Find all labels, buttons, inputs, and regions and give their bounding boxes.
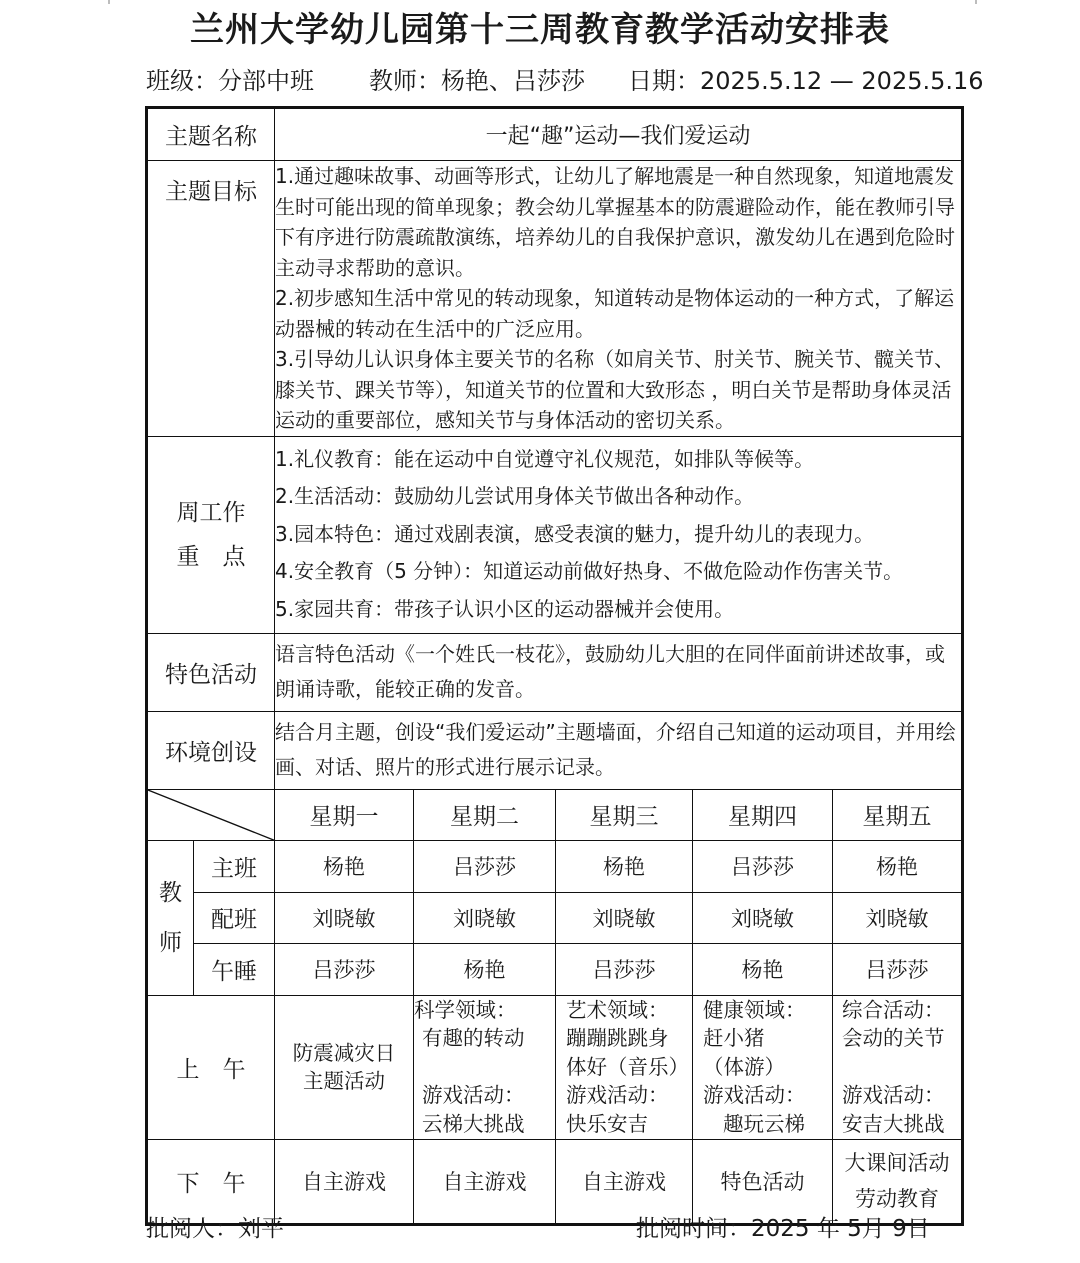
nap-teacher-cell: 杨艳 xyxy=(414,943,556,995)
assist-teacher-cell: 刘晓敏 xyxy=(414,892,556,943)
focus-content xyxy=(275,436,963,633)
teacher-group-label xyxy=(147,840,194,995)
reviewer: 批阅人：刘平 xyxy=(146,1216,284,1242)
activity-line: 科学领域： xyxy=(414,997,517,1022)
activity-line: 综合活动： xyxy=(842,997,945,1022)
goal-item: 2.初步感知生活中常见的转动现象，知道转动是物体运动的一种方式，了解运动器械的转动在生活中的广泛应用。 xyxy=(275,286,955,341)
activity-line: 游戏活动： xyxy=(842,1083,945,1107)
morning-monday xyxy=(275,995,414,1139)
activity-line: 云梯大挑战 xyxy=(422,1111,525,1136)
assist-teacher-row xyxy=(147,892,963,943)
theme-row xyxy=(147,108,963,161)
head-teacher-label: 主班 xyxy=(194,840,275,892)
goal-row xyxy=(147,161,963,437)
activity-line: 安吉大挑战 xyxy=(842,1111,945,1136)
activity-line: 快乐安吉 xyxy=(566,1111,648,1136)
focus-item: 2.生活活动：鼓励幼儿尝试用身体关节做出各种动作。 xyxy=(275,484,755,509)
teacher-group-char: 师 xyxy=(159,929,182,956)
weekday-header-row xyxy=(147,789,963,840)
activity-line: 游戏活动： xyxy=(566,1083,669,1107)
diagonal-line xyxy=(148,790,276,841)
head-teacher-cell: 杨艳 xyxy=(275,840,414,892)
morning-row xyxy=(147,995,963,1139)
theme-label: 主题名称 xyxy=(147,108,275,161)
morning-label: 上 午 xyxy=(147,995,275,1139)
activity-line: （体游） xyxy=(703,1054,785,1079)
weekday-friday: 星期五 xyxy=(833,789,963,840)
nap-teacher-label: 午睡 xyxy=(194,943,275,995)
activity-line: 主题活动 xyxy=(303,1069,385,1093)
nap-teacher-cell: 杨艳 xyxy=(693,943,833,995)
goal-content xyxy=(275,161,963,437)
diagonal-header-cell xyxy=(147,789,275,840)
teacher-group-char: 教 xyxy=(159,879,182,906)
focus-label xyxy=(147,436,275,633)
goal-label: 主题目标 xyxy=(147,161,275,437)
feature-row xyxy=(147,633,963,711)
activity-line: 大课间活动 xyxy=(844,1151,950,1175)
morning-wednesday xyxy=(556,995,693,1139)
activity-line: 蹦蹦跳跳身 xyxy=(566,1026,669,1050)
schedule-table xyxy=(145,106,964,1226)
activity-line: 体好（音乐） xyxy=(566,1054,689,1079)
crop-mark xyxy=(108,0,110,4)
head-teacher-cell: 杨艳 xyxy=(556,840,693,892)
assist-teacher-label: 配班 xyxy=(194,892,275,943)
head-teacher-row xyxy=(147,840,963,892)
afternoon-monday: 自主游戏 xyxy=(275,1139,414,1224)
weekday-tuesday: 星期二 xyxy=(414,789,556,840)
environment-row xyxy=(147,711,963,789)
activity-line: 艺术领域： xyxy=(566,997,669,1022)
nap-teacher-cell: 吕莎莎 xyxy=(275,943,414,995)
nap-teacher-row xyxy=(147,943,963,995)
focus-label-line: 周工作 xyxy=(176,499,246,526)
activity-line: 健康领域： xyxy=(703,997,806,1022)
afternoon-wednesday: 自主游戏 xyxy=(556,1139,693,1224)
activity-line: 会动的关节 xyxy=(842,1026,945,1050)
nap-teacher-cell: 吕莎莎 xyxy=(833,943,963,995)
head-teacher-cell: 杨艳 xyxy=(833,840,963,892)
review-time: 批阅时间：2025 年 5月 9日 xyxy=(636,1216,930,1242)
class-info: 班级：分部中班 xyxy=(146,67,314,95)
morning-thursday xyxy=(693,995,833,1139)
afternoon-thursday: 特色活动 xyxy=(693,1139,833,1224)
focus-item: 5.家园共育：带孩子认识小区的运动器械并会使用。 xyxy=(275,596,735,621)
afternoon-tuesday: 自主游戏 xyxy=(414,1139,556,1224)
assist-teacher-cell: 刘晓敏 xyxy=(275,892,414,943)
teacher-info: 教师：杨艳、吕莎莎 xyxy=(369,67,585,95)
focus-row xyxy=(147,436,963,633)
activity-line: 劳动教育 xyxy=(855,1187,939,1211)
weekday-wednesday: 星期三 xyxy=(556,789,693,840)
activity-line: 有趣的转动 xyxy=(422,1026,525,1050)
afternoon-label: 下 午 xyxy=(147,1139,275,1224)
activity-line: 赶小猪 xyxy=(703,1026,765,1050)
theme-value: 一起“趣”运动—我们爱运动 xyxy=(275,108,963,161)
activity-line: 趣玩云梯 xyxy=(723,1111,805,1136)
crop-mark xyxy=(975,0,977,4)
focus-label-line: 重 点 xyxy=(176,543,246,570)
activity-line: 游戏活动： xyxy=(422,1083,525,1107)
assist-teacher-cell: 刘晓敏 xyxy=(693,892,833,943)
feature-label: 特色活动 xyxy=(147,633,275,711)
assist-teacher-cell: 刘晓敏 xyxy=(833,892,963,943)
focus-item: 1.礼仪教育：能在运动中自觉遵守礼仪规范，如排队等候等。 xyxy=(275,446,815,471)
focus-item: 3.园本特色：通过戏剧表演，感受表演的魅力，提升幼儿的表现力。 xyxy=(275,521,875,546)
head-teacher-cell: 吕莎莎 xyxy=(693,840,833,892)
weekday-thursday: 星期四 xyxy=(693,789,833,840)
activity-line: 防震减灾日 xyxy=(292,1040,396,1065)
feature-value: 语言特色活动《一个姓氏一枝花》，鼓励幼儿大胆的在同伴面前讲述故事，或朗诵诗歌，能较正确的发音。 xyxy=(275,633,963,711)
environment-label: 环境创设 xyxy=(147,711,275,789)
date-info: 日期：2025.5.12 — 2025.5.16 xyxy=(628,67,984,95)
morning-friday xyxy=(833,995,963,1139)
page-title: 兰州大学幼儿园第十三周教育教学活动安排表 xyxy=(190,10,890,50)
goal-item: 3.引导幼儿认识身体主要关节的名称（如肩关节、肘关节、腕关节、髋关节、膝关节、踝关节等），知道关节的位置和大致形态 ，明白关节是帮助身体灵活运动的重要部位，感知关节与身体活动的密切关系。 xyxy=(275,347,955,432)
environment-value: 结合月主题，创设“我们爱运动”主题墙面，介绍自己知道的运动项目，并用绘画、对话、照片的形式进行展示记录。 xyxy=(275,711,963,789)
focus-item: 4.安全教育（5 分钟）：知道运动前做好热身、不做危险动作伤害关节。 xyxy=(275,559,904,584)
goal-item: 1.通过趣味故事、动画等形式，让幼儿了解地震是一种自然现象，知道地震发生时可能出现的简单现象；教会幼儿掌握基本的防震避险动作，能在教师引导下有序进行防震疏散演练，培养幼儿的自我保护意识，激发幼儿在遇到危险时主动寻求帮助的意识。 xyxy=(275,164,955,280)
activity-line: 游戏活动： xyxy=(703,1083,806,1107)
assist-teacher-cell: 刘晓敏 xyxy=(556,892,693,943)
nap-teacher-cell: 吕莎莎 xyxy=(556,943,693,995)
head-teacher-cell: 吕莎莎 xyxy=(414,840,556,892)
weekday-monday: 星期一 xyxy=(275,789,414,840)
morning-tuesday xyxy=(414,995,556,1139)
